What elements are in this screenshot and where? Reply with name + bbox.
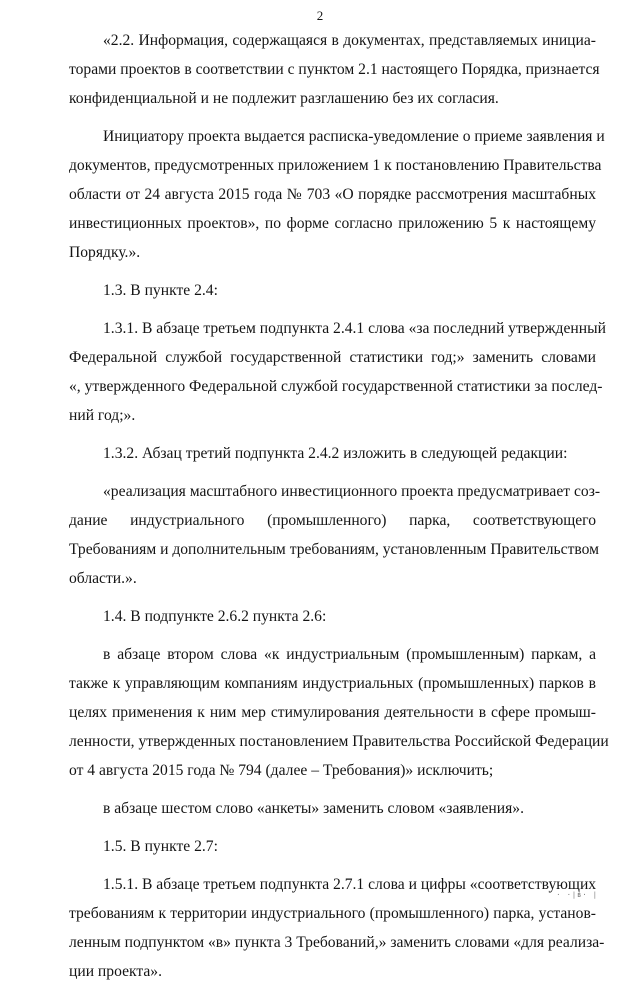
paragraph-line: ний год;». — [69, 407, 136, 424]
paragraph-spacing — [69, 631, 596, 640]
paragraph — [69, 640, 609, 785]
paragraph-line: в абзаце втором слова «к индустриальным (промышленным) паркам, а — [103, 646, 596, 663]
paragraph-line: «реализация масштабного инвестиционного проекта предусматривает соз- — [103, 483, 601, 500]
paragraph — [69, 477, 601, 593]
paragraph-line: в абзаце шестом слово «анкеты» заменить словом «заявления». — [103, 800, 524, 817]
paragraph-line: Требованиям и дополнительным требованиям, установленным Правительством — [69, 541, 600, 558]
paragraph-line: от 4 августа 2015 года № 794 (далее – Требования)» исключить; — [69, 762, 494, 779]
paragraph-spacing — [69, 267, 596, 276]
paragraph-line: документов, предусмотренных приложением 1 к постановлению Правительства — [69, 157, 602, 174]
paragraph-line: целях применения к ним мер стимулирования деятельности в сфере промыш- — [69, 704, 596, 721]
paragraph-line: ленности, утвержденных постановлением Правительства Российской Федерации — [69, 733, 609, 750]
paragraph — [69, 276, 596, 305]
paragraph-spacing — [69, 593, 596, 602]
paragraph-line: области от 24 августа 2015 года № 703 «О порядке рассмотрения масштабных — [69, 186, 596, 203]
paragraph-line: дание индустриального (промышленного) парка, соответствующего — [69, 512, 596, 529]
paragraph-spacing — [69, 861, 596, 870]
paragraph-line: 1.3. В пункте 2.4: — [103, 282, 218, 299]
paragraph-spacing — [69, 113, 596, 122]
page-number: 2 — [316, 8, 324, 23]
paragraph-line: Федеральной службой государственной статистики год;» заменить словами — [69, 349, 596, 366]
paragraph-line: требованиям к территории индустриального (промышленного) парка, установ- — [69, 905, 596, 922]
paragraph-line: «, утвержденного Федеральной службой государственной статистики за послед- — [69, 378, 603, 395]
paragraph — [69, 122, 605, 267]
paragraph-line: конфиденциальной и не подлежит разглашению без их согласия. — [69, 90, 499, 107]
paragraph-line: области.». — [69, 570, 137, 587]
paragraph — [69, 794, 596, 823]
paragraph-line: 1.5.1. В абзаце третьем подпункта 2.7.1 слова и цифры «соответствующих — [103, 876, 597, 893]
paragraph-spacing — [69, 823, 596, 832]
paragraph-line: также к управляющим компаниям индустриальных (промышленных) парков в — [69, 675, 596, 692]
paragraph — [69, 832, 596, 861]
paragraph-line: 1.4. В подпункте 2.6.2 пункта 2.6: — [103, 608, 327, 625]
paragraph — [69, 314, 606, 430]
scan-footer-mark: · ·|ʙ· | — [556, 891, 598, 899]
paragraph-spacing — [69, 430, 596, 439]
paragraph-line: торами проектов в соответствии с пунктом 2.1 настоящего Порядка, признается — [69, 61, 600, 78]
paragraph-line: ленным подпунктом «в» пункта 3 Требований,» заменить словами «для реализа- — [69, 934, 605, 951]
paragraph-line: ции проекта». — [69, 963, 162, 980]
paragraph-line: Инициатору проекта выдается расписка-уведомление о приеме заявления и — [103, 128, 605, 145]
paragraph-spacing — [69, 785, 596, 794]
paragraph-line: «2.2. Информация, содержащаяся в документах, представляемых инициа- — [103, 32, 596, 49]
paragraph-line: 1.3.1. В абзаце третьем подпункта 2.4.1 слова «за последний утвержденный — [103, 320, 606, 337]
paragraph — [69, 602, 596, 631]
paragraph-line: 1.3.2. Абзац третий подпункта 2.4.2 изложить в следующей редакции: — [103, 445, 568, 462]
paragraph-spacing — [69, 305, 596, 314]
paragraph-line: Порядку.». — [69, 244, 141, 261]
paragraph — [69, 26, 600, 113]
paragraph-line: 1.5. В пункте 2.7: — [103, 838, 218, 855]
paragraph-spacing — [69, 468, 596, 477]
document-body — [69, 26, 609, 986]
paragraph — [69, 870, 605, 986]
paragraph — [69, 439, 596, 468]
paragraph-line: инвестиционных проектов», по форме согласно приложению 5 к настоящему — [69, 215, 596, 232]
